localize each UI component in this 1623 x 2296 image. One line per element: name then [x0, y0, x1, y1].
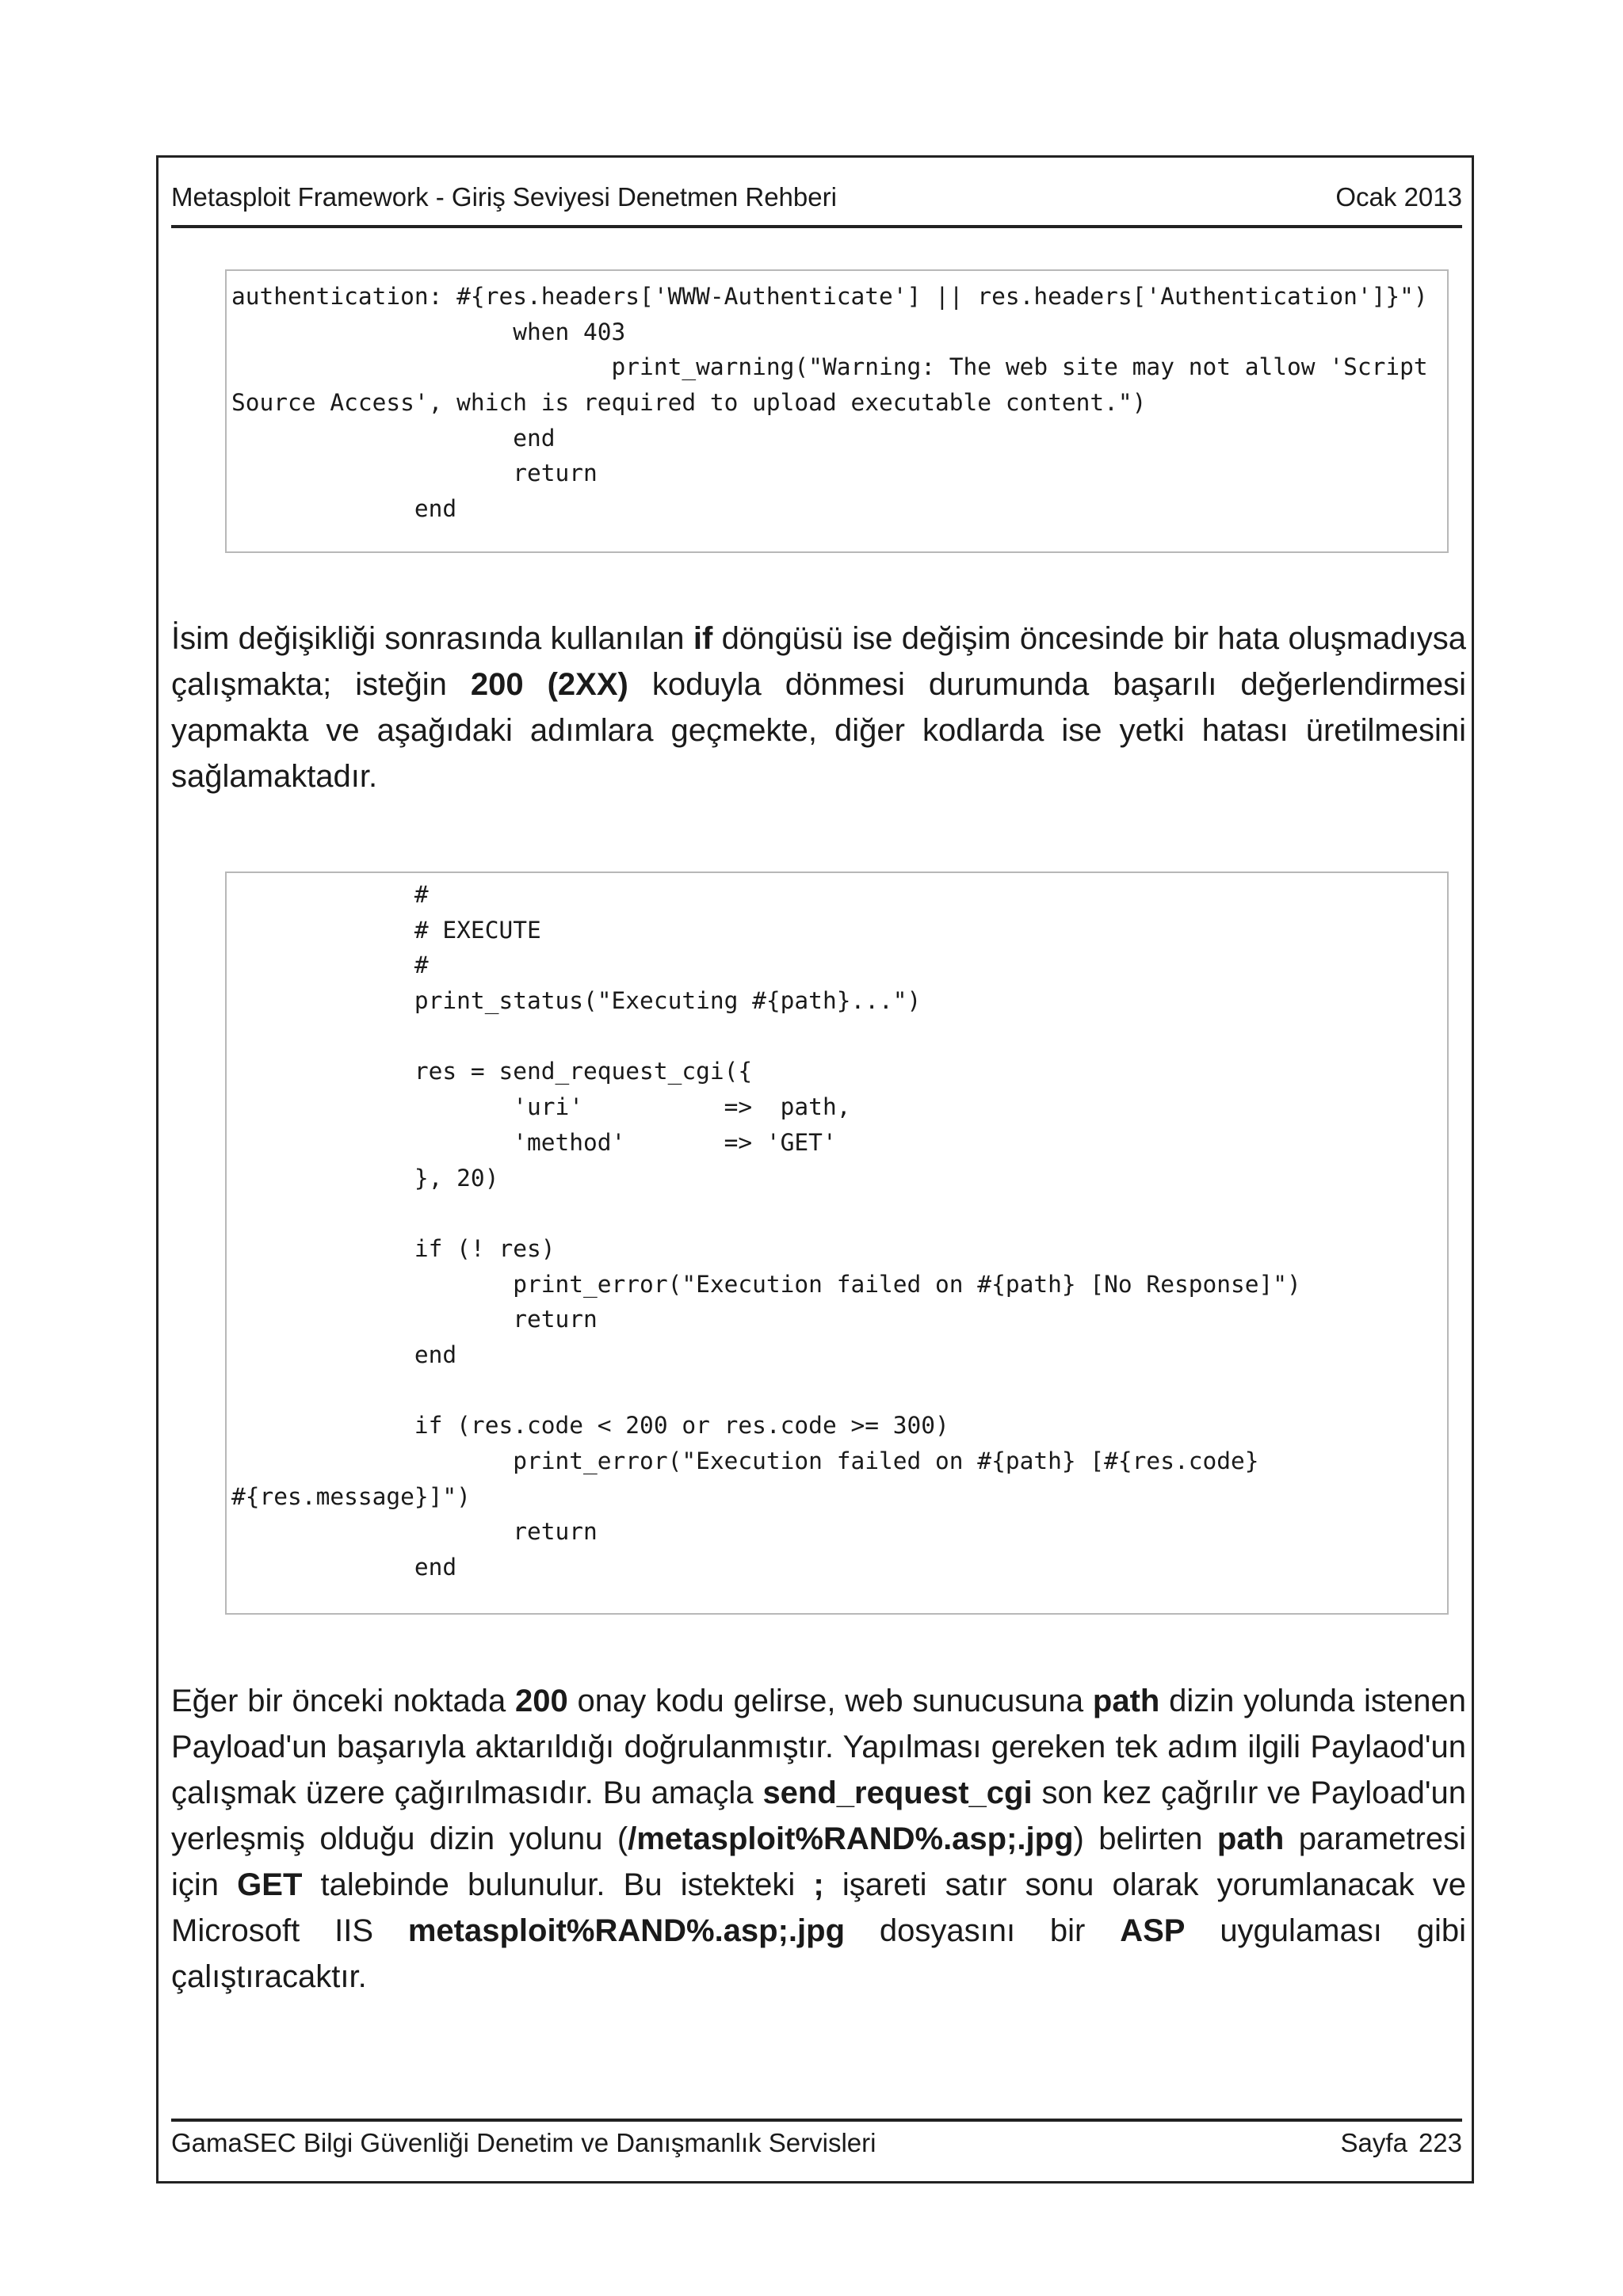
- text-run: son kez çağrılır ve Payload'un yerleşmiş olduğu dizin yolunu (: [171, 1775, 1466, 1856]
- code-line: Source Access', which is required to upload executable content."): [231, 389, 1147, 417]
- text-run: Eğer bir önceki noktada: [171, 1684, 515, 1718]
- code-line: [231, 1373, 1447, 1409]
- code-listing: [231, 877, 1447, 1585]
- code-line: # EXECUTE: [231, 916, 541, 944]
- code-line: if (res.code < 200 or res.code >= 300): [231, 1412, 949, 1440]
- running-header: [171, 179, 1462, 228]
- code-line: res = send_request_cgi({: [231, 1058, 753, 1085]
- code-line: return: [231, 460, 598, 487]
- code-line: #: [231, 952, 429, 979]
- code-line: end: [231, 424, 556, 452]
- text-run-bold: 200 (2XX): [470, 667, 628, 702]
- text-run-bold: /metasploit%RAND%.asp;.jpg: [628, 1821, 1074, 1856]
- text-run: koduyla dönmesi durumunda başarılı değerlendirmesi yapmakta ve aşağıdaki adımlara geçmekte, diğer kodlarda ise yetki hatası üretilmesini sağlamaktadır.: [171, 667, 1466, 794]
- code-line: #: [231, 881, 429, 908]
- text-run-bold: metasploit%RAND%.asp;.jpg: [407, 1913, 846, 1948]
- text-run: ) belirten: [1073, 1821, 1217, 1856]
- code-line: print_error("Execution failed on #{path} [#{res.code}: [231, 1447, 1259, 1474]
- page-label: Sayfa: [1340, 2128, 1407, 2157]
- document-date: Ocak 2013: [1335, 182, 1462, 212]
- code-line: return: [231, 1306, 598, 1333]
- code-line: }, 20): [231, 1164, 499, 1192]
- text-run: talebinde bulunulur. Bu istekteki: [302, 1867, 814, 1902]
- text-run-bold: ;: [813, 1867, 824, 1902]
- running-footer: [171, 2119, 1462, 2169]
- text-run-bold: path: [1216, 1821, 1285, 1856]
- code-line: authentication: #{res.headers['WWW-Authenticate'] || res.headers['Authentication']}"): [231, 283, 1428, 310]
- page-number: 223: [1418, 2128, 1462, 2157]
- text-run-bold: GET: [237, 1867, 303, 1902]
- code-line: 'uri' => path,: [231, 1093, 851, 1121]
- code-block-authentication: [225, 269, 1449, 553]
- code-line: end: [231, 495, 457, 523]
- page-number-block: [1341, 2122, 1462, 2164]
- paragraph-if-explanation: [171, 616, 1466, 799]
- paragraph-execute-explanation: [171, 1678, 1466, 2000]
- code-line: print_status("Executing #{path}..."): [231, 987, 922, 1015]
- text-run-bold: 200: [515, 1684, 568, 1718]
- text-run: döngüsü ise değişim öncesinde bir hata oluşmadıysa çalışmakta; isteğin: [171, 621, 1467, 702]
- text-run: uygulaması gibi çalıştıracaktır.: [171, 1913, 1466, 1994]
- code-line: [231, 1196, 1447, 1231]
- code-line: if (! res): [231, 1234, 556, 1262]
- text-run-bold: ASP: [1120, 1913, 1186, 1948]
- text-run: dosyasını bir: [845, 1913, 1121, 1948]
- code-block-execute: [225, 871, 1449, 1615]
- footer-company: GamaSEC Bilgi Güvenliği Denetim ve Danışmanlık Servisleri: [171, 2128, 876, 2157]
- code-line: print_error("Execution failed on #{path} [No Response]"): [231, 1270, 1301, 1298]
- text-run-bold: if: [693, 621, 713, 656]
- code-line: print_warning("Warning: The web site may not allow 'Script: [231, 353, 1428, 381]
- text-run-bold: path: [1092, 1684, 1160, 1718]
- text-run: onay kodu gelirse, web sunucusuna: [567, 1684, 1093, 1718]
- text-run-bold: send_request_cgi: [762, 1775, 1033, 1810]
- code-listing: [231, 279, 1447, 527]
- code-line: #{res.message}]"): [231, 1482, 471, 1510]
- text-run: dizin yolunda istenen Payload'un başarıyla aktarıldığı doğrulanmıştır. Yapılması gereken tek adım ilgili Paylaod'un çalışmak üzere çağırılmasıdır. Bu amaçla: [171, 1684, 1467, 1810]
- text-run: İsim değişikliği sonrasında kullanılan: [171, 621, 693, 656]
- code-line: when 403: [231, 318, 626, 345]
- code-line: end: [231, 1341, 457, 1368]
- text-run: parametresi için: [171, 1821, 1466, 1902]
- document-title: Metasploit Framework - Giriş Seviyesi Denetmen Rehberi: [171, 182, 837, 212]
- code-line: [231, 1019, 1447, 1055]
- code-line: 'method' => 'GET': [231, 1128, 837, 1156]
- text-run: işareti satır sonu olarak yorumlanacak ve Microsoft IIS: [171, 1867, 1467, 1948]
- code-line: end: [231, 1554, 457, 1581]
- code-line: return: [231, 1518, 598, 1546]
